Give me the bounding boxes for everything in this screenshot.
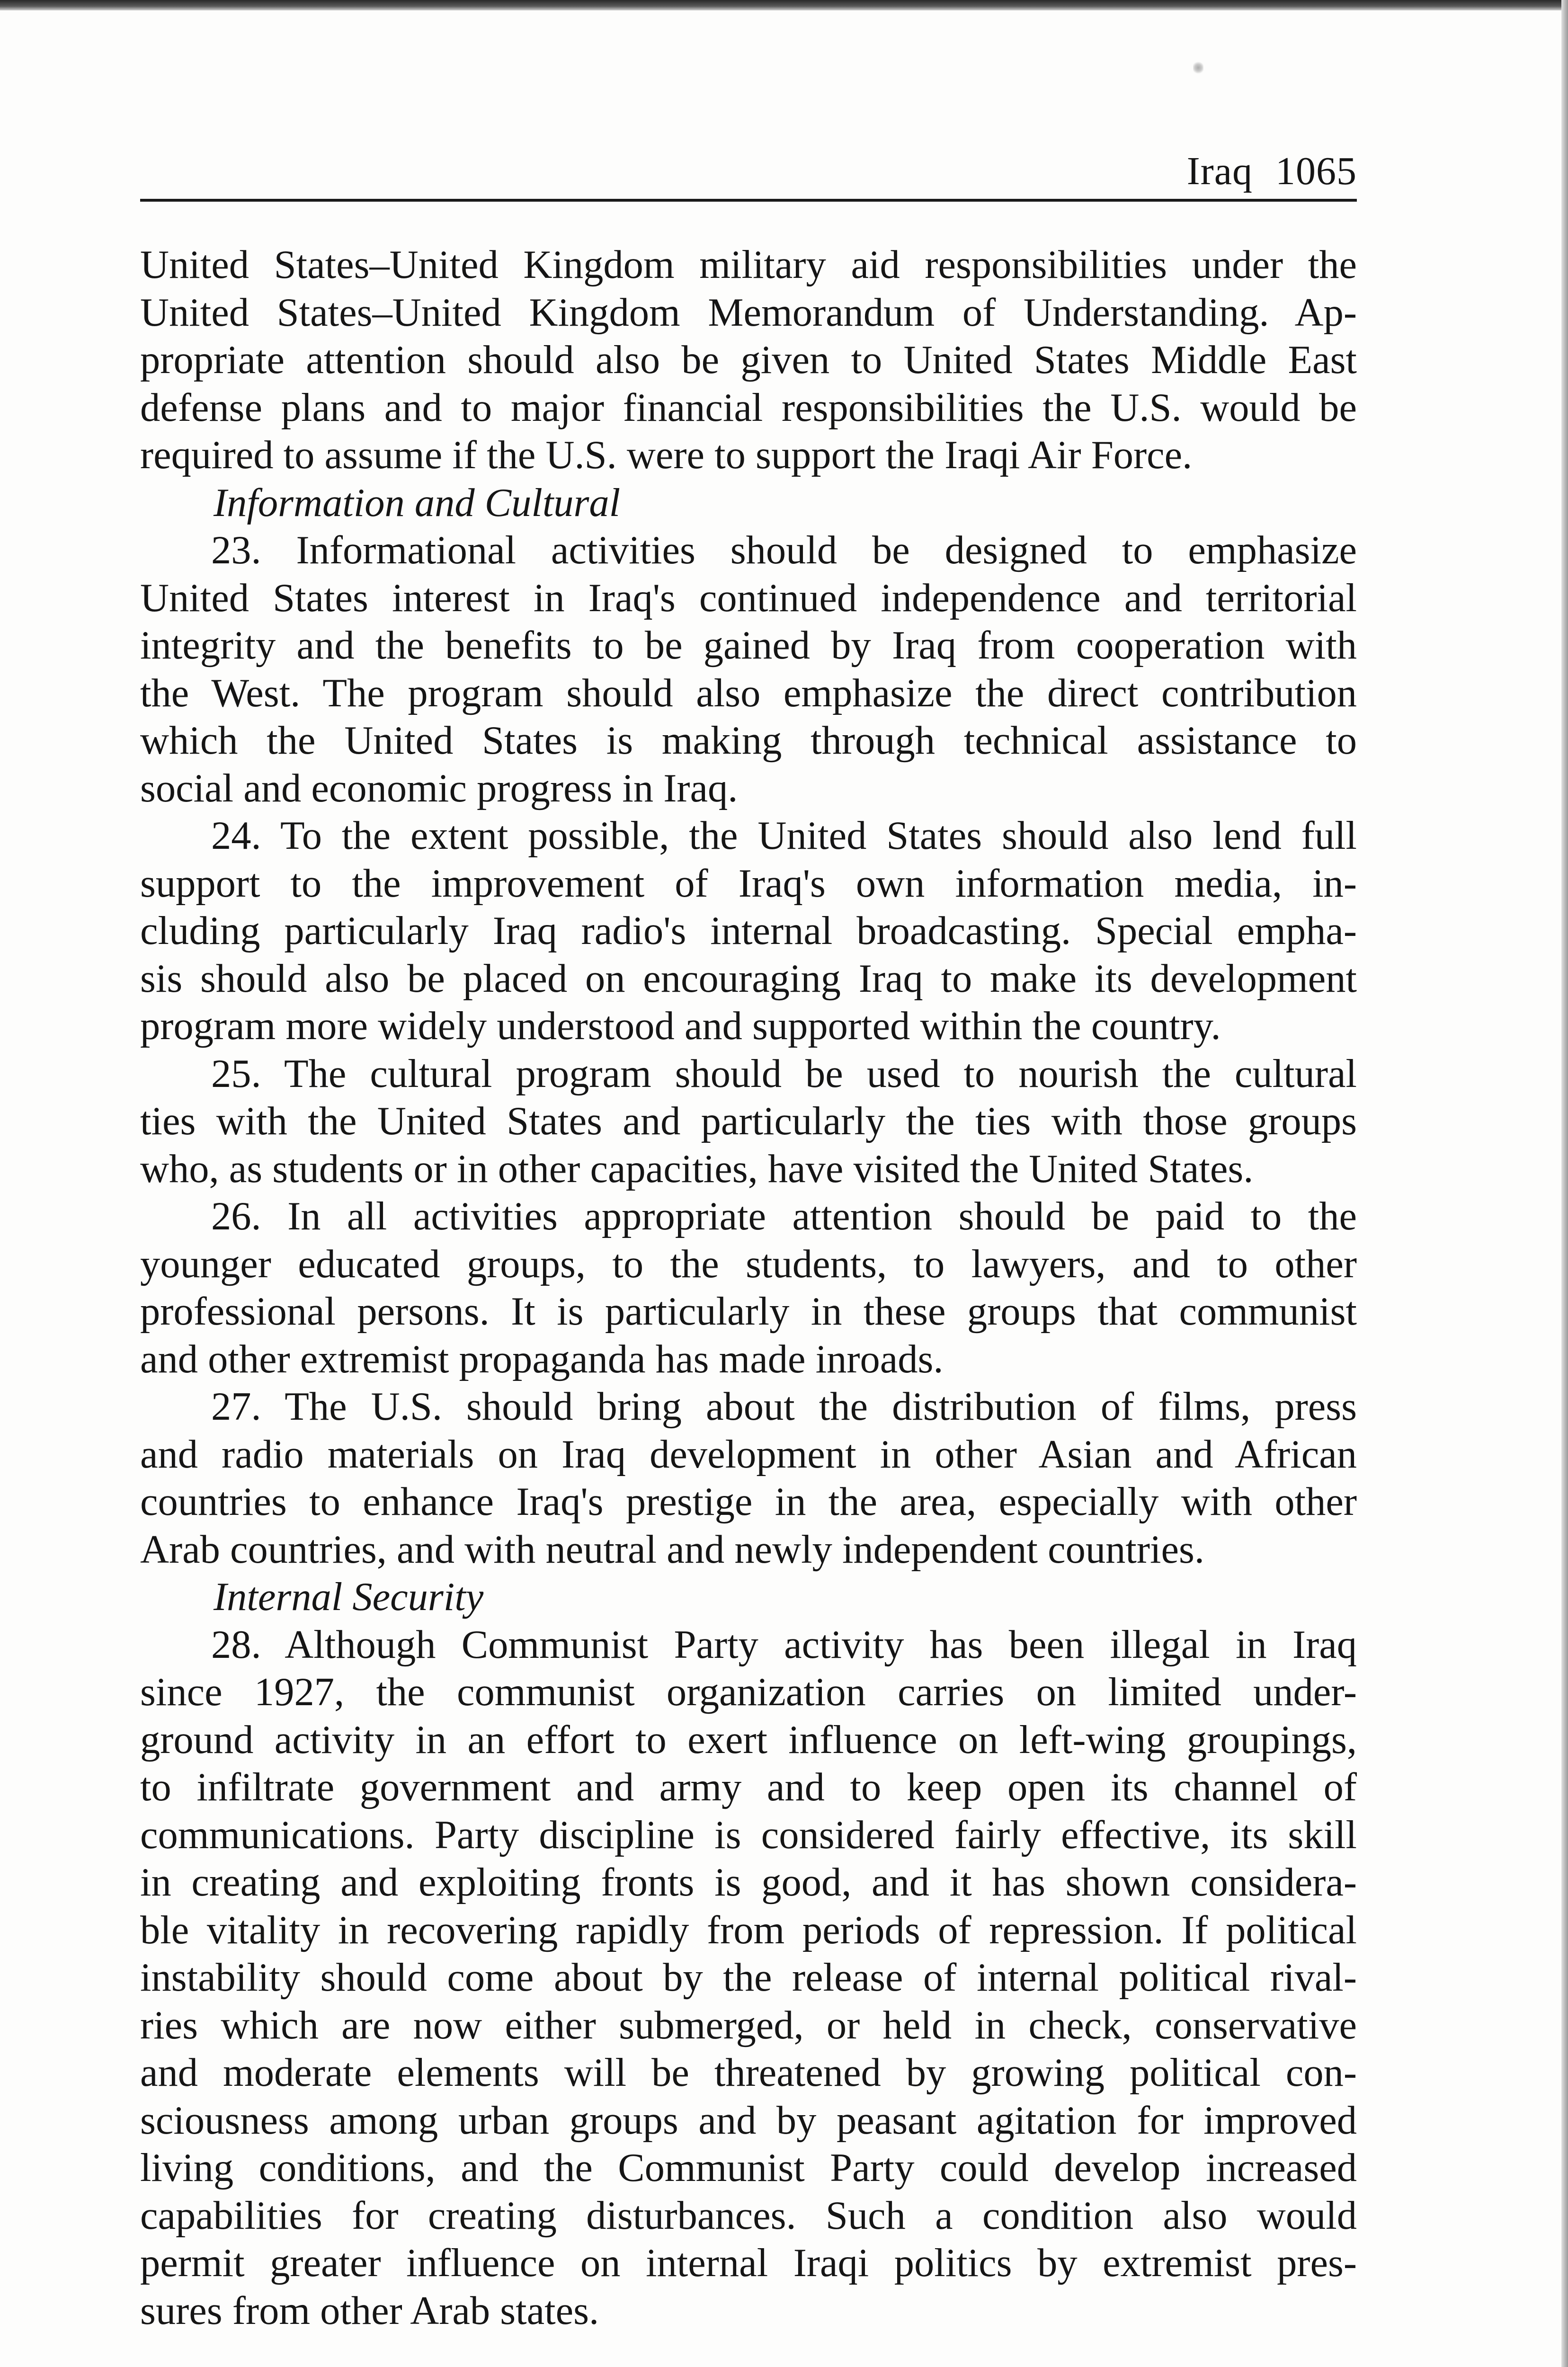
text-line: United States interest in Iraq's continued independence and territorial <box>140 576 1357 620</box>
paragraph-last-line: Arab countries, and with neutral and newly independent countries. <box>140 1527 1204 1572</box>
scan-speck <box>1193 61 1203 75</box>
paragraph-last-line: who, as students or in other capacities, have visited the United States. <box>140 1147 1254 1191</box>
scan-top-border <box>0 0 1568 10</box>
paragraph-last-line: and other extremist propaganda has made inroads. <box>140 1337 944 1381</box>
text-line: ground activity in an effort to exert influence on left-wing groupings, <box>140 1717 1357 1762</box>
text-line: to infiltrate government and army and to keep open its channel of <box>140 1765 1357 1809</box>
text-line: communications. Party discipline is considered fairly effective, its skill <box>140 1813 1357 1857</box>
paragraph-last-line: social and economic progress in Iraq. <box>140 766 738 810</box>
page-number: 1065 <box>1275 149 1357 193</box>
text-line: living conditions, and the Communist Party could develop increased <box>140 2146 1357 2190</box>
text-line: the West. The program should also emphasize the direct contribution <box>140 671 1357 715</box>
paragraph-first-line: 25. The cultural program should be used to nourish the cultural <box>211 1051 1357 1096</box>
paragraph-last-line: program more widely understood and supported within the country. <box>140 1004 1221 1048</box>
paragraph-first-line: 26. In all activities appropriate attention should be paid to the <box>211 1194 1357 1238</box>
text-line: capabilities for creating disturbances. Such a condition also would <box>140 2193 1357 2238</box>
text-line: sis should also be placed on encouraging Iraq to make its development <box>140 956 1357 1001</box>
paragraph-first-line: 28. Although Communist Party activity has been illegal in Iraq <box>211 1622 1357 1667</box>
section-heading: Information and Cultural <box>214 481 621 525</box>
running-head-title: Iraq <box>1186 149 1253 193</box>
text-line: support to the improvement of Iraq's own information media, in- <box>140 861 1357 906</box>
text-line: permit greater influence on internal Iraqi politics by extremist pres- <box>140 2241 1357 2285</box>
text-line: and radio materials on Iraq development in other Asian and African <box>140 1432 1357 1477</box>
text-line: integrity and the benefits to be gained by Iraq from cooperation with <box>140 623 1357 667</box>
text-line: which the United States is making through technical assistance to <box>140 719 1357 763</box>
text-line: and moderate elements will be threatened by growing political con- <box>140 2051 1357 2095</box>
running-head-text <box>1187 148 1357 194</box>
text-line: United States–United Kingdom military aid responsibilities under the <box>140 243 1357 287</box>
running-head <box>140 142 1357 202</box>
body-text <box>140 241 1357 2335</box>
text-line: countries to enhance Iraq's prestige in the area, especially with other <box>140 1480 1357 1524</box>
text-line: in creating and exploiting fronts is good, and it has shown considera- <box>140 1860 1357 1904</box>
paragraph-last-line: sures from other Arab states. <box>140 2288 599 2333</box>
text-line: defense plans and to major financial responsibilities the U.S. would be <box>140 385 1357 430</box>
paragraph-first-line: 23. Informational activities should be designed to emphasize <box>211 528 1357 572</box>
text-line: instability should come about by the release of internal political rival- <box>140 1956 1357 2000</box>
text-line: younger educated groups, to the students, to lawyers, and to other <box>140 1242 1357 1286</box>
text-line: sciousness among urban groups and by peasant agitation for improved <box>140 2098 1357 2143</box>
text-line: propriate attention should also be given to United States Middle East <box>140 338 1357 382</box>
paragraph-first-line: 24. To the extent possible, the United States should also lend full <box>211 814 1357 858</box>
text-line: ries which are now either submerged, or held in check, conservative <box>140 2003 1357 2047</box>
text-line: professional persons. It is particularly in these groups that communist <box>140 1290 1357 1334</box>
text-line: ble vitality in recovering rapidly from periods of repression. If political <box>140 1908 1357 1952</box>
paragraph-first-line: 27. The U.S. should bring about the distribution of films, press <box>211 1385 1357 1429</box>
scan-right-edge <box>1561 0 1568 2367</box>
text-line: cluding particularly Iraq radio's internal broadcasting. Special empha- <box>140 909 1357 953</box>
paragraph-last-line: required to assume if the U.S. were to support the Iraqi Air Force. <box>140 433 1193 477</box>
text-line: ties with the United States and particularly the ties with those groups <box>140 1099 1357 1143</box>
text-line: since 1927, the communist organization carries on limited under- <box>140 1670 1357 1714</box>
section-heading: Internal Security <box>214 1575 484 1619</box>
text-line: United States–United Kingdom Memorandum of Understanding. Ap- <box>140 290 1357 335</box>
